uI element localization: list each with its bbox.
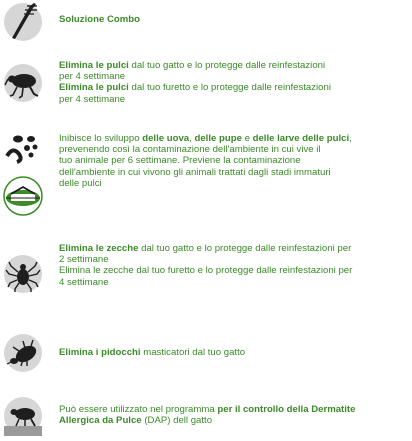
eggs-line-5: delle pulci [59,177,102,189]
dap-text [59,404,406,426]
home-environment-icon [3,176,43,216]
dap-line-2: Allergica da Pulce (DAP) dell gatto [59,415,213,427]
applicator-icon [3,2,43,42]
flea-allergy-icon [3,396,43,441]
fleas-text [59,60,406,105]
dap-line-1: Può essere utilizzato nel programma per il controllo della Dermatite [59,404,356,415]
fleas-line-3: Elimina le pulci dal tuo furetto e lo protegge dalle reinfestazioni [59,82,331,94]
fleas-line-2: per 4 settimane [59,71,126,83]
fleas-line-1: Elimina le pulci dal tuo gatto e lo protegge dalle reinfestazioni [59,60,326,71]
fleas-line-4: per 4 settimane [59,93,126,105]
ticks-line-3: Elimina le zecche dal tuo furetto e lo protegge dalle reinfestazioni per [59,265,353,277]
tick-icon [3,254,43,294]
lice-text [59,347,406,358]
eggs-line-1: Inibisce lo sviluppo delle uova, delle pupe e delle larve delle pulci, [59,133,352,144]
flea-icon [3,63,43,103]
eggs-line-3: tuo animale per 6 settimane. Previene la contaminazione [59,155,301,167]
combo-title: Soluzione Combo [59,14,141,25]
eggs-line-2: prevenendo così la contaminazione dell'ambiente in cui vive il [59,144,321,156]
ticks-line-2: 2 settimane [59,254,109,266]
ticks-text [59,243,406,288]
ticks-line-4: 4 settimane [59,276,109,288]
eggs-text [59,133,406,189]
eggs-line-4: dell'ambiente in cui vivono gli animali trattati dagli stadi immaturi [59,166,331,178]
egg-larvae-icon [3,130,43,170]
ticks-line-1: Elimina le zecche dal tuo gatto e lo protegge dalle reinfestazioni per [59,243,352,254]
louse-icon [3,333,43,373]
lice-line-1: Elimina i pidocchi masticatori dal tuo gatto [59,347,246,358]
